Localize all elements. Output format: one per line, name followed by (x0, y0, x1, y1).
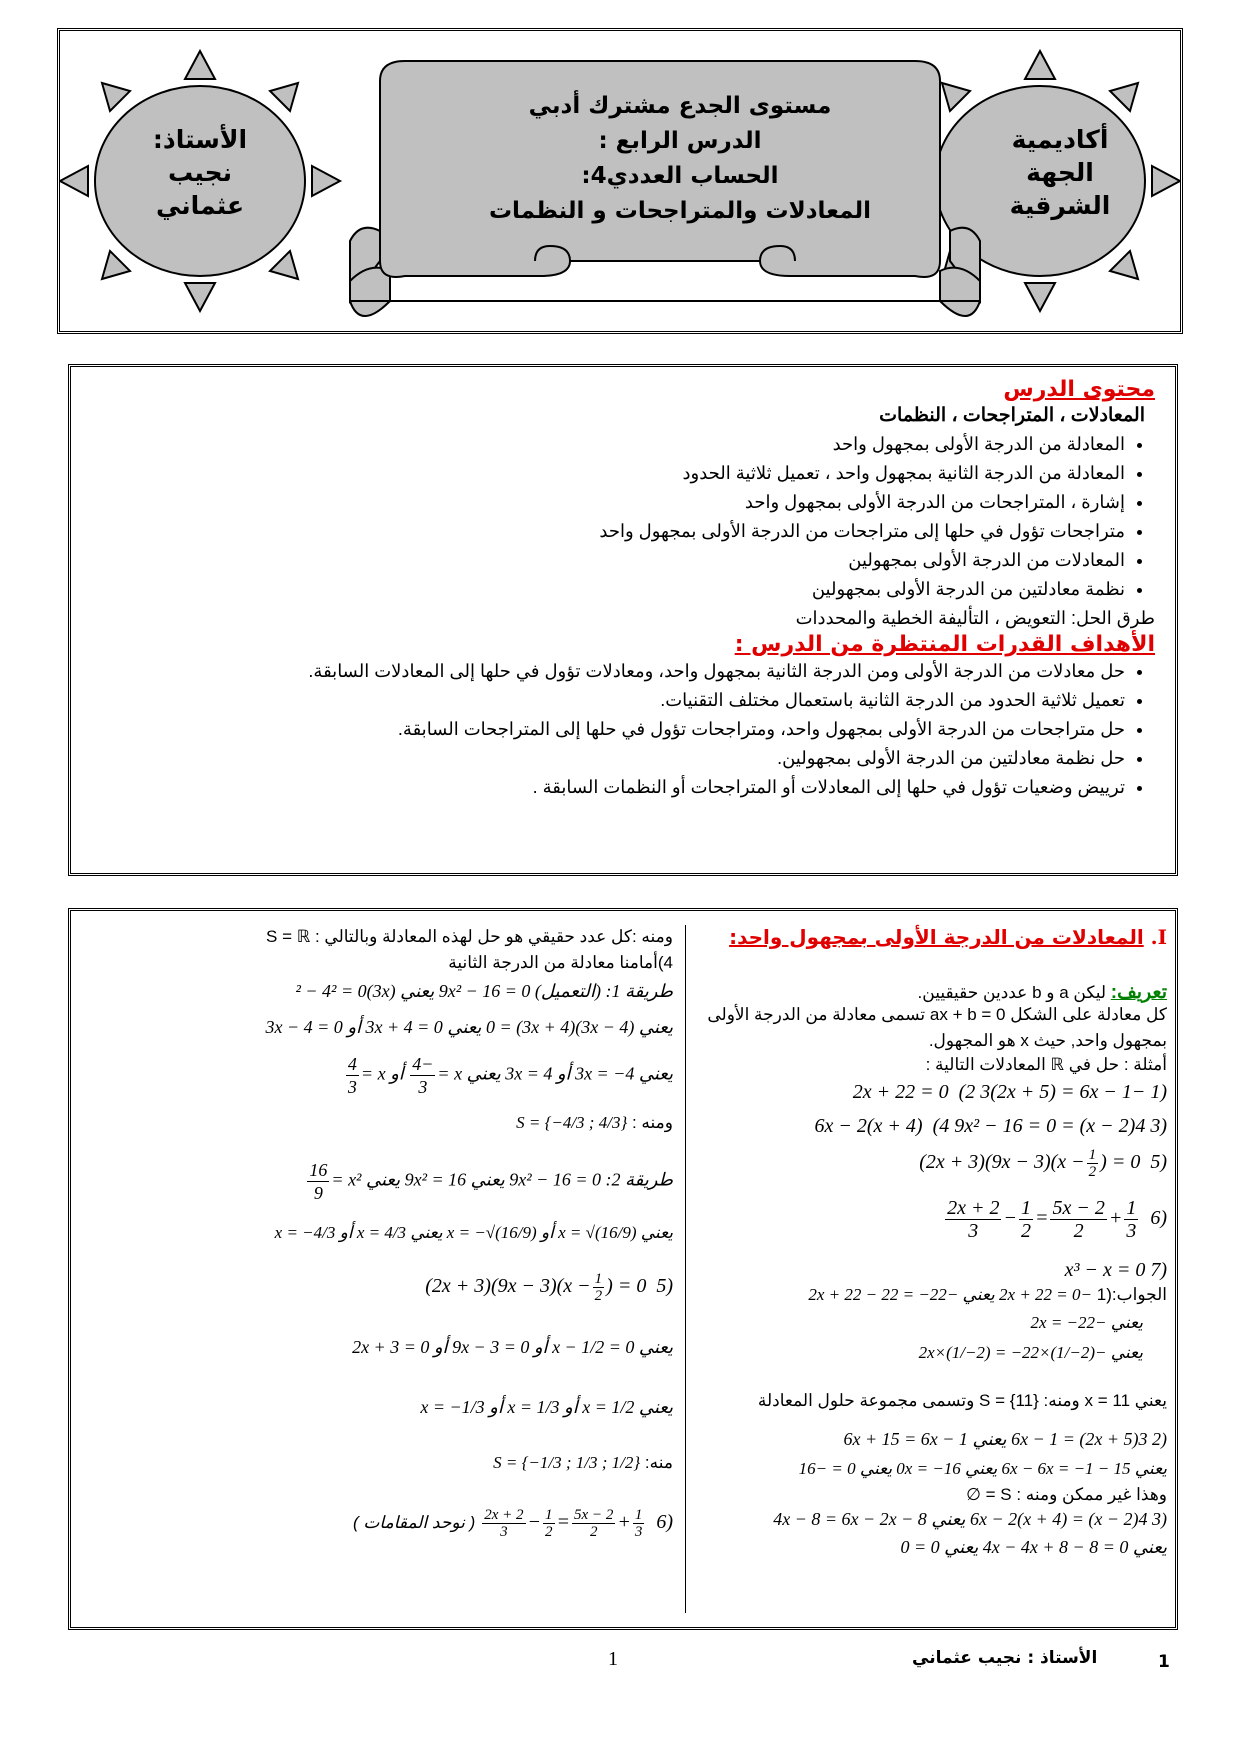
fraction (1019, 1197, 1033, 1242)
numerator: 2x + 2 (947, 1197, 1000, 1219)
denominator: 3 (1126, 1220, 1137, 1242)
equation: 3(2x + 5) = 6x − 1 (980, 1081, 1132, 1103)
denominator: 3 (500, 1524, 508, 1540)
numerator: 1 (545, 1507, 553, 1523)
answer-3-line-1: (3 4(x − 2) = 6x − 2(x + 4) يعني 4x − 8 = 6x − 2x − 8 (773, 1509, 1167, 1529)
fraction (572, 1507, 615, 1540)
list-item: • تعميل ثلاثية الحدود من الدرجة الثانية باستعمال مختلف التقنيات. (265, 686, 1125, 715)
teacher-name: الأستاذ: نجيب عثماني (152, 125, 248, 220)
denominator: 3 (634, 1524, 643, 1540)
text: منه: (644, 1453, 673, 1472)
example-6-repeat (353, 1507, 673, 1540)
equation: $\frac{2x + 2}{3}$ − $\frac{1}{2}$ = $\frac{5x - 2}{2}$ + $\frac{1}{3}$ (484, 1507, 643, 1540)
fraction (945, 1197, 1001, 1242)
example-6: (6 $\frac{2x + 2}{3}$ − $\frac{1}{2}$ = $\frac{5x - 2}{2}$ + $\frac{1}{3}$ (943, 1197, 1167, 1242)
example-5: (5 (2x + 3)(9x − 3)(x − $\frac{1}{2}$ ) = 0 (919, 1147, 1167, 1180)
answer-1-line-4: يعني x = 11 ومنه: S = {11} وتسمى مجموعة حلول المعادلة (757, 1391, 1167, 1410)
definition-text-2: كل معادلة على الشكل ax + b = 0 تسمى معادلة من الدرجة الأولى (707, 1005, 1167, 1024)
solution-set-1 (516, 1113, 673, 1133)
list-item: • متراجحات تؤول في حلها إلى متراجحات من الدرجة الأولى بمجهول واحد (91, 517, 1125, 546)
equation: $\frac{2x + 2}{3}$ − $\frac{1}{2}$ = $\frac{5x - 2}{2}$ + $\frac{1}{3}$ (947, 1197, 1137, 1242)
examples-label: أمثلة : حل في ℝ المعادلات التالية : (925, 1055, 1167, 1074)
text: (5 (656, 1275, 673, 1298)
roots-line: يعني x = 1/2 أو x = 1/3 أو x = −1/3 (420, 1397, 673, 1417)
equation: −2x + 22 = 0 (852, 1081, 1146, 1103)
equation-part: ) = 0 (1100, 1151, 1141, 1174)
example-3-4: (3 4(x − 2) = 6x − 2(x + 4) (4 9x² − 16 = 0 (814, 1115, 1167, 1137)
fraction (410, 1053, 435, 1098)
numerator: 1 (1020, 1197, 1031, 1219)
answer-1-line-2: يعني −2x = −22 (1030, 1313, 1143, 1332)
equation (425, 1271, 647, 1304)
fraction (1050, 1197, 1106, 1242)
list-item: • حل نظمة معادلتين من الدرجة الأولى بمجهولين. (265, 744, 1125, 773)
equation-part: (2x + 3)(9x − 3)(x − (425, 1275, 591, 1298)
answer-2-line-2: يعني 6x − 6x = −1 − 15 يعني 0x = −16 يعني 0 = −16 (798, 1459, 1167, 1478)
banner-line-lesson: الدرس الرابع : (598, 128, 762, 154)
text: يعني 3x = −4 أو 3x = 4 يعني x = (437, 1063, 673, 1084)
numerator: 16 (309, 1160, 328, 1180)
numerator: 1 (634, 1507, 643, 1523)
numerator: 5x − 2 (1052, 1197, 1105, 1219)
second-degree-line: 4)أمامنا معادلة من الدرجة الثانية (448, 953, 673, 972)
factors-line: يعني x − 1/2 = 0 أو 9x − 3 = 0 أو 2x + 3 = 0 (352, 1337, 673, 1357)
denominator: 9 (313, 1183, 323, 1203)
fraction: $\frac{1}{2}$ (594, 1271, 603, 1304)
column-divider (685, 925, 686, 1613)
contents-subtitle: المعادلات ، المتراجحات ، النظمات (879, 405, 1145, 426)
right-column (693, 919, 1173, 1619)
list-item: • ترييض وضعيات تؤول في حلها إلى المعادلات أو المتراجحات أو النظمات السابقة . (265, 773, 1125, 802)
answer-1-line-3: يعني −2x×(1/−2) = −22×(1/−2) (918, 1343, 1143, 1362)
denominator: 2 (589, 1524, 598, 1540)
answer-2-line-3: وهذا غير ممكن ومنه : S = ∅ (966, 1485, 1167, 1504)
text: ( نوحد المقامات ) (353, 1513, 476, 1533)
footer-author: الأستاذ : نجيب عثماني (912, 1648, 1098, 1668)
academy-name: أكاديمية الجهة الشرقية (1009, 125, 1111, 220)
equation (919, 1147, 1141, 1180)
denominator: 3 (347, 1077, 357, 1097)
fraction (1124, 1197, 1138, 1242)
equation: 9x² − 16 = 0 (954, 1115, 1057, 1137)
numerator: 4 (347, 1054, 357, 1074)
goals-list (265, 657, 1155, 802)
list-item: • نظمة معادلتين من الدرجة الأولى بمجهولين (91, 575, 1125, 604)
numerator: 2x + 2 (484, 1507, 524, 1523)
list-item: • حل متراجحات من الدرجة الأولى بمجهول واحد، ومتراجحات تؤول في حلها إلى المتراجحات السابقة. (265, 715, 1125, 744)
banner-line-level: مستوى الجدع مشترك أدبي (528, 93, 832, 119)
denominator: 3 (968, 1220, 979, 1242)
banner-line-title: المعادلات والمتراجحات و النظمات (488, 198, 872, 224)
page-number: 1 (608, 1648, 618, 1670)
left-column (85, 919, 679, 1619)
fraction (307, 1159, 329, 1204)
result-real-line: ومنه :كل عدد حقيقي هو حل لهذه المعادلة وبالتالي : S = ℝ (266, 927, 673, 946)
goals-title: الأهداف القدرات المنتظرة من الدرس : (734, 632, 1155, 657)
footer (0, 1640, 1240, 1670)
numerator: 1 (1126, 1197, 1137, 1219)
fraction (633, 1507, 645, 1540)
answer-2-line-1: (2 3(2x + 5) = 6x − 1 يعني 6x + 15 = 6x − 1 (843, 1429, 1167, 1449)
method-1-line: طريقة 1: (التعميل) 9x² − 16 = 0 يعني (3x)² − 4² = 0 (295, 981, 673, 1001)
solutions-line (344, 1053, 673, 1098)
lesson-banner (480, 89, 880, 229)
denominator: 2 (545, 1524, 553, 1540)
section-title: المعادلات من الدرجة الأولى بمجهول واحد: (729, 925, 1144, 949)
fraction (346, 1053, 359, 1098)
fraction (482, 1507, 525, 1540)
text: ومنه : (631, 1113, 673, 1132)
answer-text: −2x + 22 = 0 يعني −2x + 22 − 22 = −22 (808, 1285, 1093, 1304)
list-item: • المعادلة من الدرجة الثانية بمجهول واحد ، تعميل ثلاثية الحدود (91, 459, 1125, 488)
contents-title: محتوى الدرس (1003, 377, 1155, 402)
example-5-repeat (425, 1271, 673, 1304)
list-item: • المعادلة من الدرجة الأولى بمجهول واحد (91, 430, 1125, 459)
factored-line: يعني (3x − 4)(3x + 4) = 0 يعني 3x + 4 = 0 أو 3x − 4 = 0 (265, 1017, 673, 1037)
fraction: $\frac{1}{2}$ (1088, 1147, 1097, 1180)
example-7: (7 x³ − x = 0 (1064, 1259, 1167, 1281)
text: أو x = (360, 1063, 404, 1084)
answer-3-line-2: يعني 4x − 4x + 8 − 8 = 0 يعني 0 = 0 (900, 1537, 1167, 1557)
header-frame (57, 28, 1183, 334)
denominator: 2 (1073, 1220, 1084, 1242)
equation: 4(x − 2) = 6x − 2(x + 4) (814, 1115, 1146, 1137)
solution-set-2 (493, 1453, 673, 1473)
sqrt-line: يعني x = √(16/9) أو x = −√(16/9) يعني x = 4/3 أو x = −4/3 (274, 1223, 673, 1242)
definition-text: ليكن a و b عددين حقيقيين. (917, 983, 1107, 1002)
lesson-box (68, 908, 1178, 1630)
methods-line: طرق الحل: التعويض ، التأليفة الخطية والمحددات (795, 608, 1155, 628)
definition-label: تعريف: (1110, 982, 1167, 1003)
definition-line (918, 981, 1167, 1004)
equation: x³ − x = 0 (1064, 1259, 1146, 1281)
solution-set: S = {−1/3 ; 1/3 ; 1/2} (493, 1453, 641, 1472)
fraction (543, 1507, 555, 1540)
method-2-line (305, 1159, 673, 1204)
section-number: I. (1150, 925, 1167, 949)
example-1-2: (1 −2x + 22 = 0 (2 3(2x + 5) = 6x − 1 (852, 1081, 1167, 1103)
equation-part: (2x + 3)(9x − 3)(x − (919, 1151, 1085, 1174)
list-item: • إشارة ، المتراجحات من الدرجة الأولى بمجهول واحد (91, 488, 1125, 517)
denominator: 3 (418, 1077, 428, 1097)
numerator: −4 (412, 1054, 434, 1074)
numerator: 5x − 2 (574, 1507, 614, 1523)
contents-box (68, 364, 1178, 876)
answer-label: الجواب: (1111, 1285, 1167, 1304)
contents-list (91, 430, 1155, 604)
equation-part: ) = 0 (606, 1275, 647, 1298)
answer-1-line-1: الجواب:(1 −2x + 22 = 0 يعني −2x + 22 − 22 = −22 (808, 1285, 1167, 1304)
list-item: • حل معادلات من الدرجة الأولى ومن الدرجة الثانية بمجهول واحد، ومعادلات تؤول في حلها إلى المعادلات السابقة. (265, 657, 1125, 686)
answer-text: 3(2x + 5) = 6x − 1 يعني 6x + 15 = 6x − 1 (843, 1429, 1148, 1449)
definition-text-3: بمجهول واحد, حيث x هو المجهول. (928, 1031, 1167, 1050)
answer-text: 4(x − 2) = 6x − 2(x + 4) يعني 4x − 8 = 6x − 2x − 8 (773, 1509, 1148, 1529)
page-number: 1 (1158, 1652, 1170, 1672)
banner-line-topic: الحساب العددي4: (581, 163, 779, 189)
solution-set: S = {−4/3 ; 4/3} (516, 1113, 628, 1132)
text: (6 (656, 1511, 673, 1534)
text: طريقة 2: 9x² − 16 = 0 يعني 9x² = 16 يعني x² = (331, 1169, 673, 1190)
denominator: 2 (1020, 1220, 1031, 1242)
list-item: • المعادلات من الدرجة الأولى بمجهولين (91, 546, 1125, 575)
section-heading (729, 925, 1167, 949)
